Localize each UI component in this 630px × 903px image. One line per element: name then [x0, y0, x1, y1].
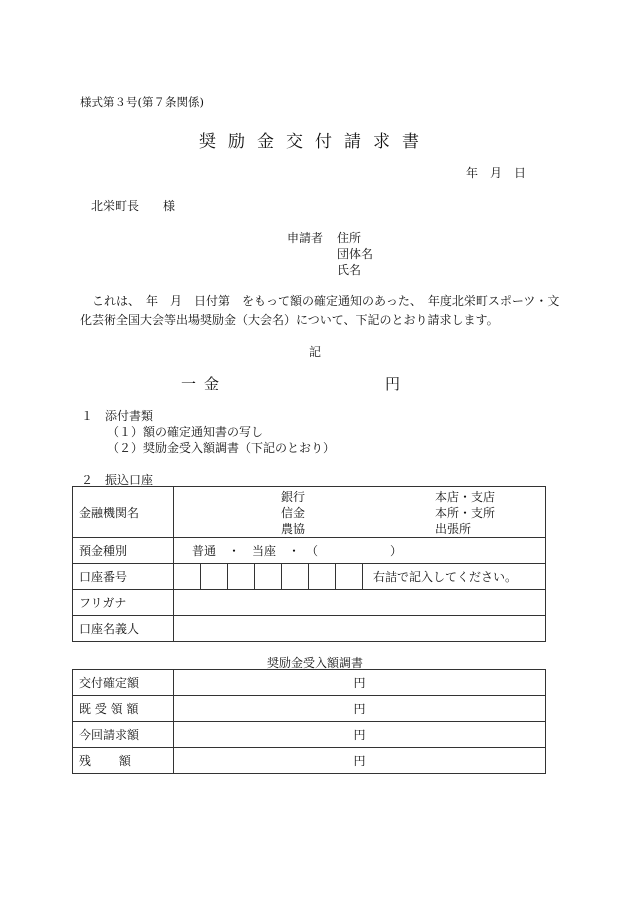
summary-row: [73, 748, 546, 774]
deposit-type-label: 預金種別: [73, 538, 174, 564]
furigana-row: [73, 590, 546, 616]
account-holder-field[interactable]: [174, 616, 546, 642]
account-digit-box[interactable]: [174, 564, 201, 590]
account-digit-box[interactable]: [282, 564, 309, 590]
applicant-group-label: 団体名: [337, 247, 374, 261]
summary-row: [73, 696, 546, 722]
account-number-label: 口座番号: [73, 564, 174, 590]
bank-type: 農協: [281, 522, 306, 536]
applicant-name-label: 氏名: [337, 263, 362, 277]
account-heading: ２ 振込口座: [81, 473, 154, 487]
summary-row: [73, 722, 546, 748]
bank-name-field[interactable]: [174, 487, 546, 538]
account-table: [72, 486, 546, 642]
account-digit-box[interactable]: [309, 564, 336, 590]
branch-type: 本所・支所: [435, 506, 496, 520]
bank-label: 金融機関名: [73, 487, 174, 538]
form-number: 様式第３号(第７条関係): [80, 95, 204, 109]
account-digit-box[interactable]: [336, 564, 363, 590]
summary-row: [73, 670, 546, 696]
summary-title: 奨励金受入額調書: [266, 656, 363, 670]
account-number-row: [73, 564, 546, 590]
branch-type: 出張所: [435, 522, 472, 536]
applicant-address-label: 住所: [337, 231, 362, 245]
summary-amount-field[interactable]: 円: [174, 696, 546, 722]
furigana-field[interactable]: [174, 590, 546, 616]
bank-type: 銀行: [281, 490, 306, 504]
amount-unit: 円: [385, 375, 401, 393]
addressee: 北栄町長 様: [91, 199, 176, 213]
attachment-item: （１）額の確定通知書の写し: [107, 425, 264, 439]
attachments-heading: １ 添付書類: [81, 409, 154, 423]
bank-type: 信金: [281, 506, 306, 520]
account-digit-box[interactable]: [201, 564, 228, 590]
ki-marker: 記: [308, 345, 321, 359]
document-title: 奨励金交付請求書: [199, 132, 431, 152]
applicant-label: 申請者: [287, 231, 324, 245]
request-body-text: これは、 年 月 日付第 をもって額の確定通知のあった、 年度北栄町スポーツ・文化芸術全国大会等出場奨励金（大会名）について、下記のとおり請求します。: [80, 294, 560, 327]
date-line: 年 月 日: [466, 166, 527, 180]
account-number-note: 右詰で記入してください。: [363, 564, 546, 590]
furigana-label: フリガナ: [73, 590, 174, 616]
deposit-type-row: [73, 538, 546, 564]
account-holder-label: 口座名義人: [73, 616, 174, 642]
summary-table: [72, 669, 546, 774]
account-holder-row: [73, 616, 546, 642]
summary-row-label: 既 受 領 額: [73, 696, 174, 722]
deposit-type-options[interactable]: 普通 ・ 当座 ・ （ ）: [174, 538, 546, 564]
attachment-item: （２）奨励金受入額調書（下記のとおり）: [107, 441, 336, 455]
summary-amount-field[interactable]: 円: [174, 748, 546, 774]
account-digit-box[interactable]: [255, 564, 282, 590]
account-digit-box[interactable]: [228, 564, 255, 590]
summary-row-label: 残 額: [73, 748, 174, 774]
summary-amount-field[interactable]: 円: [174, 722, 546, 748]
branch-type: 本店・支店: [435, 490, 496, 504]
bank-row: [73, 487, 546, 538]
summary-amount-field[interactable]: 円: [174, 670, 546, 696]
summary-row-label: 交付確定額: [73, 670, 174, 696]
amount-prefix: 一金: [181, 375, 228, 393]
summary-row-label: 今回請求額: [73, 722, 174, 748]
